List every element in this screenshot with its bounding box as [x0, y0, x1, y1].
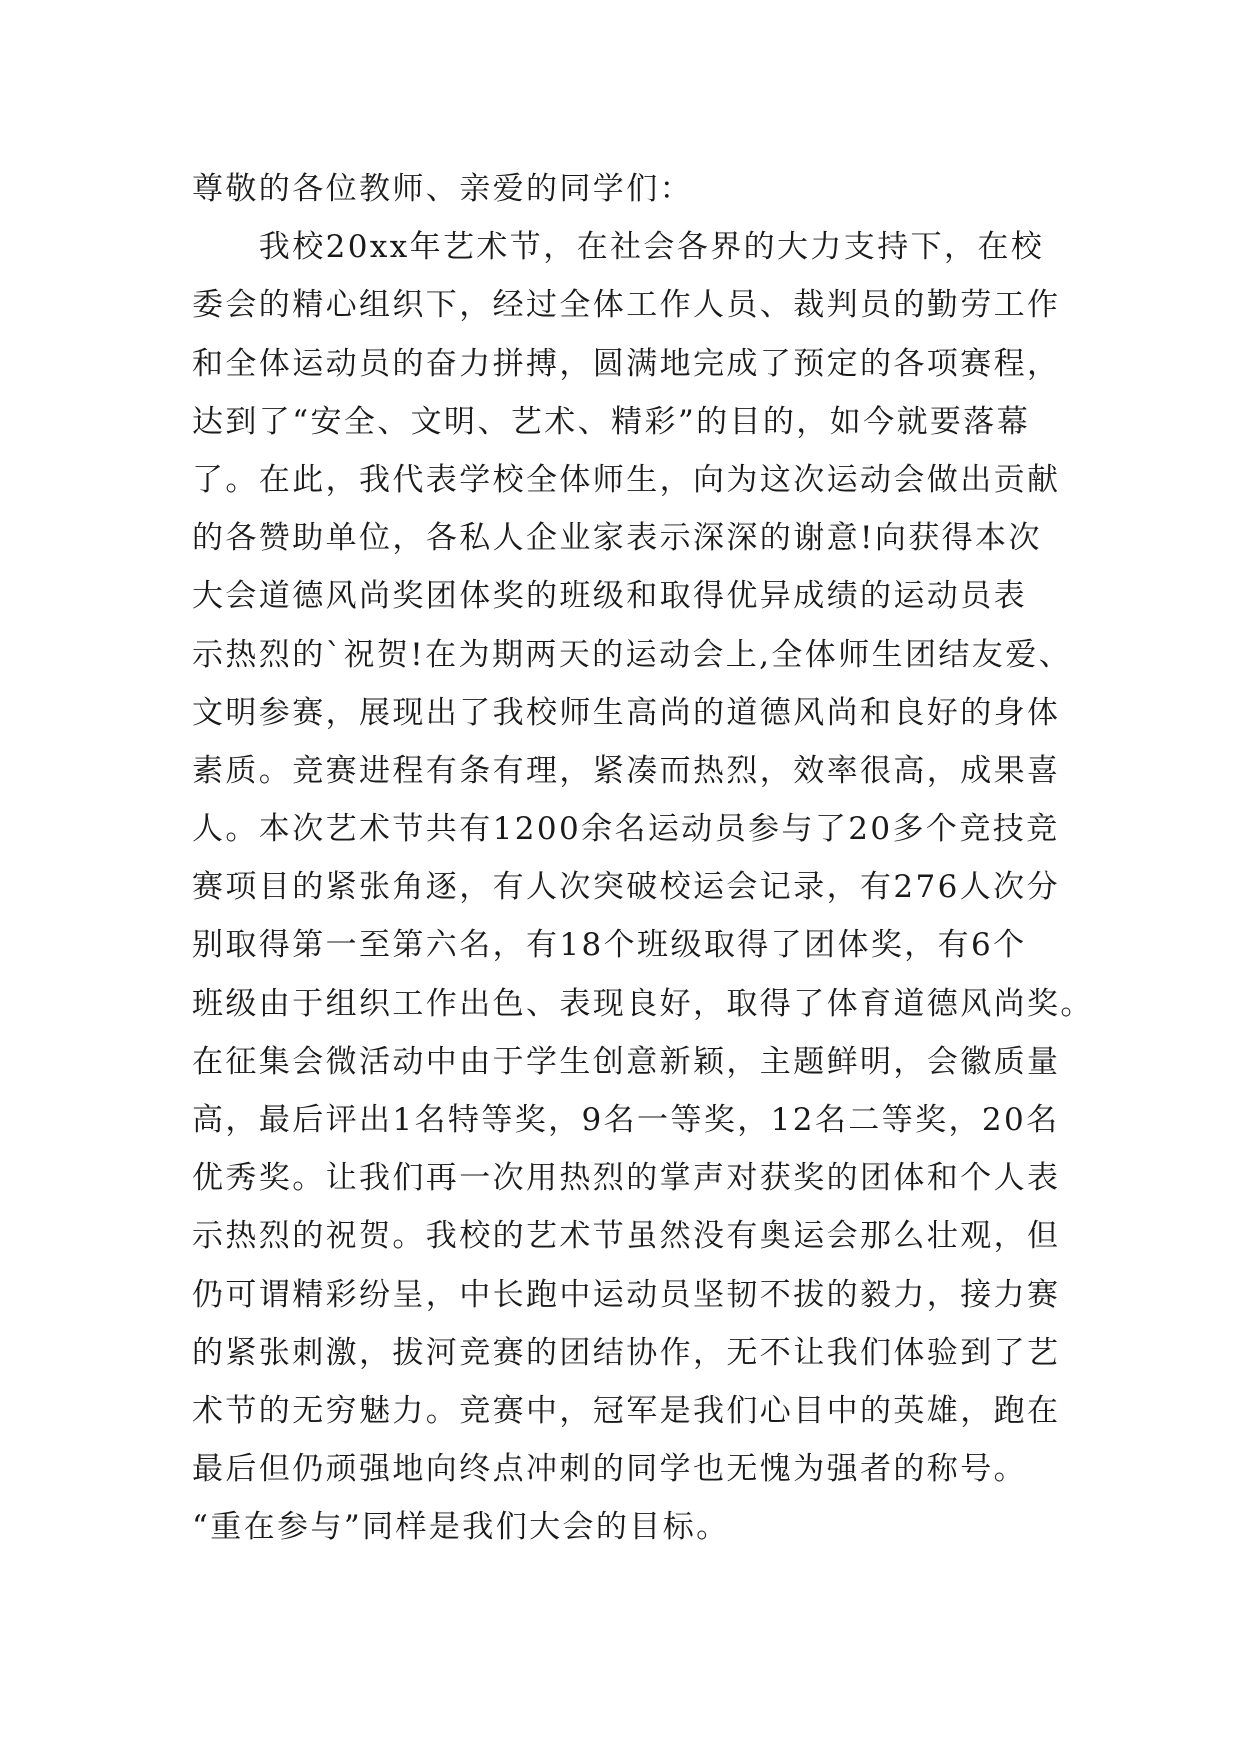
salutation: 尊敬的各位教师、亲爱的同学们： — [192, 171, 693, 207]
body-text — [192, 160, 1094, 1557]
paragraph-line: 仍可谓精彩纷呈，中长跑中运动员坚韧不拔的毅力，接力赛 — [192, 1276, 1061, 1313]
paragraph-line: 别取得第一至第六名，有18个班级取得了团体奖，有6个 — [192, 927, 1027, 964]
paragraph-line: 我校20xx年艺术节，在社会各界的大力支持下，在校 — [192, 229, 1045, 266]
paragraph-line: 的紧张刺激，拔河竞赛的团结协作，无不让我们体验到了艺 — [192, 1334, 1061, 1371]
paragraph-line: 大会道德风尚奖团体奖的班级和取得优异成绩的运动员表 — [192, 578, 1027, 615]
paragraph-line: 示热烈的`祝贺!在为期两天的运动会上,全体师生团结友爱、 — [192, 636, 1073, 673]
paragraph-line: 了。在此，我代表学校全体师生，向为这次运动会做出贡献 — [192, 461, 1061, 498]
paragraph-line: 术节的无穷魅力。竞赛中，冠军是我们心目中的英雄，跑在 — [192, 1392, 1061, 1429]
paragraph-line: 委会的精心组织下，经过全体工作人员、裁判员的勤劳工作 — [192, 287, 1061, 324]
paragraph-line: 高，最后评出1名特等奖，9名一等奖，12名二等奖，20名 — [192, 1102, 1060, 1138]
paragraph-line: 示热烈的祝贺。我校的艺术节虽然没有奥运会那么壮观，但 — [192, 1218, 1061, 1255]
paragraph-line: 优秀奖。让我们再一次用热烈的掌声对获奖的团体和个人表 — [192, 1160, 1061, 1197]
paragraph-line: “重在参与”同样是我们大会的目标。 — [192, 1509, 730, 1546]
paragraph-line: 人。本次艺术节共有1200余名运动员参与了20多个竞技竞 — [192, 811, 1060, 848]
paragraph-line: 最后但仍顽强地向终点冲刺的同学也无愧为强者的称号。 — [192, 1451, 1027, 1488]
paragraph-line: 素质。竞赛进程有条有理，紧凑而热烈，效率很高，成果喜 — [192, 752, 1061, 789]
paragraph-line: 文明参赛，展现出了我校师生高尚的道德风尚和良好的身体 — [192, 694, 1061, 731]
paragraph-line: 赛项目的紧张角逐，有人次突破校运会记录，有276人次分 — [192, 869, 1060, 906]
paragraph-line: 的各赞助单位，各私人企业家表示深深的谢意!向获得本次 — [192, 520, 1042, 557]
paragraph-line: 和全体运动员的奋力拼搏，圆满地完成了预定的各项赛程， — [192, 345, 1061, 382]
paragraph-line: 班级由于组织工作出色、表现良好，取得了体育道德风尚奖。 — [192, 985, 1094, 1022]
paragraph-line: 在征集会微活动中由于学生创意新颖，主题鲜明，会徽质量 — [192, 1043, 1061, 1080]
paragraph-line: 达到了“安全、文明、艺术、精彩”的目的，如今就要落幕 — [192, 403, 1031, 440]
